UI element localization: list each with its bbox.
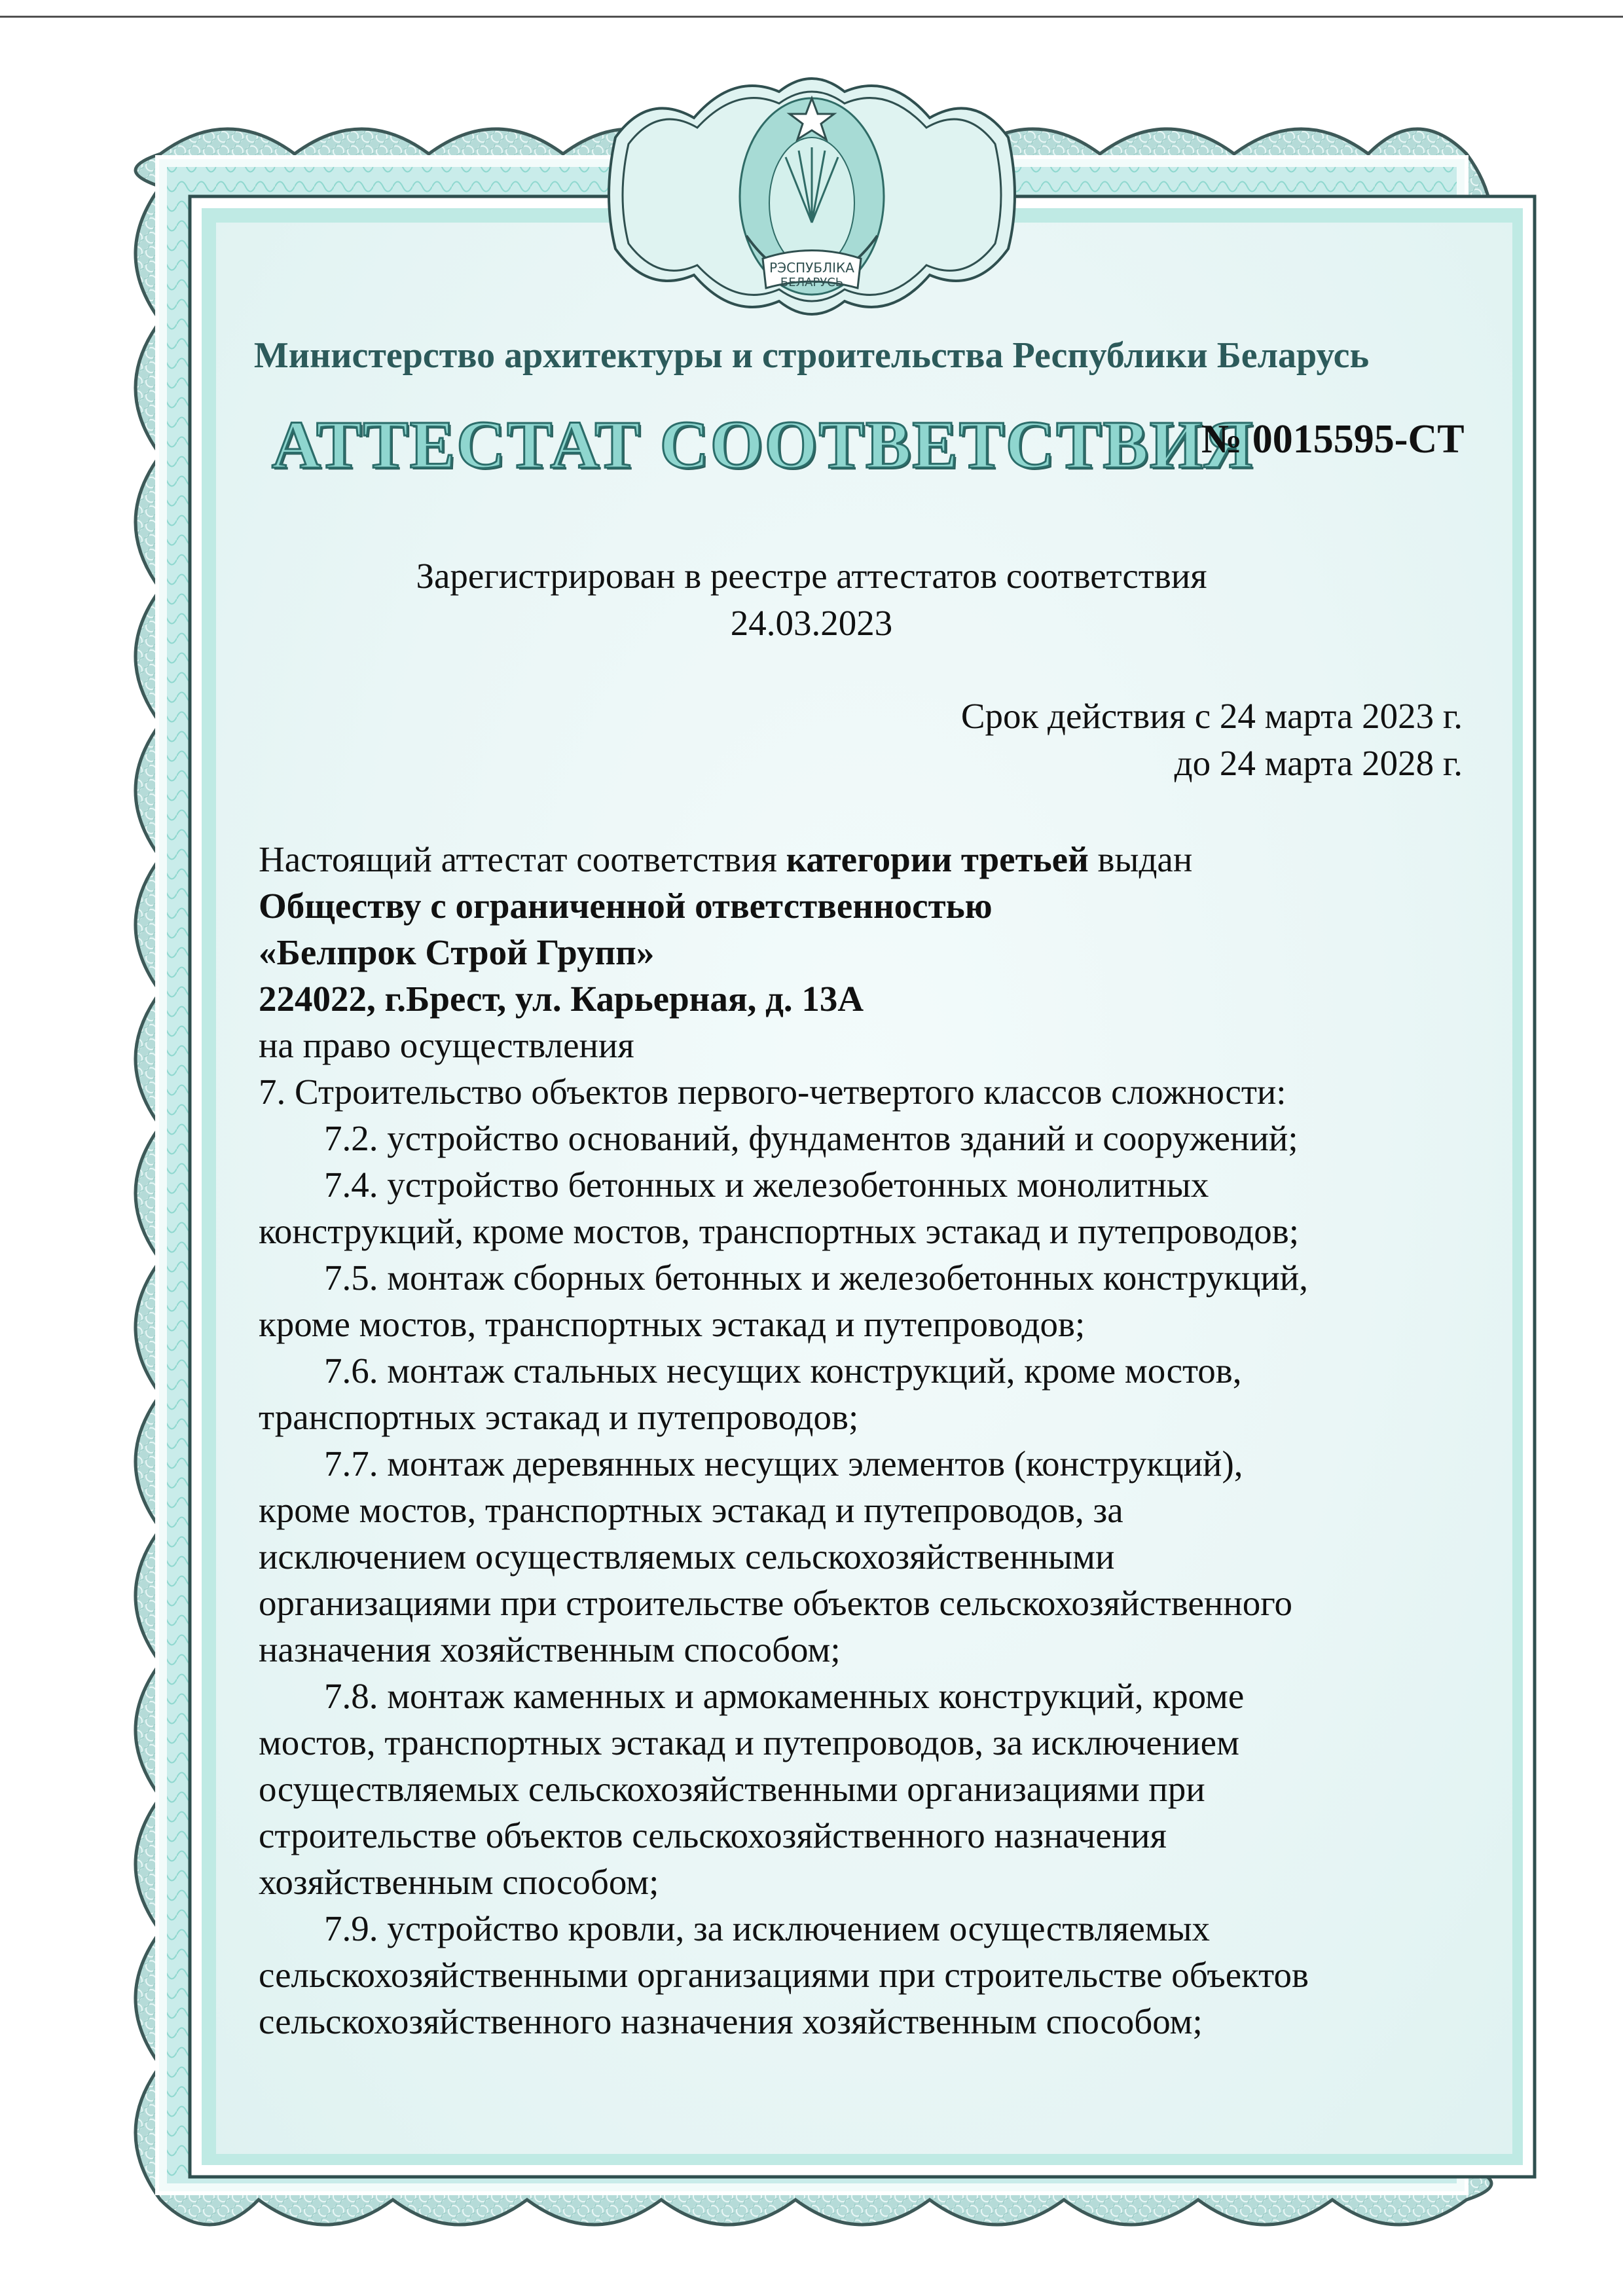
ministry-name: Министерство архитектуры и строительства Республики Беларусь xyxy=(253,335,1370,376)
intro-suffix: выдан xyxy=(1088,839,1193,879)
company-name: «Белпрок Строй Групп» xyxy=(259,932,655,972)
work-item-first-line: 7.5. монтаж сборных бетонных и железобетонных конструкций, xyxy=(324,1258,1308,1298)
emblem-ribbon-bottom: БЕЛАРУСЬ xyxy=(780,276,844,289)
registration-date: 24.03.2023 xyxy=(730,603,893,643)
work-item-continuation: назначения хозяйственным способом; xyxy=(259,1630,841,1669)
work-item-continuation: мостов, транспортных эстакад и путепроводов, за исключением xyxy=(259,1722,1239,1762)
section-heading: 7. Строительство объектов первого-четвертого классов сложности: xyxy=(259,1072,1286,1112)
right-to-label: на право осуществления xyxy=(259,1025,634,1065)
work-item-continuation: кроме мостов, транспортных эстакад и путепроводов; xyxy=(259,1304,1085,1344)
category-label: категории третьей xyxy=(786,839,1089,879)
work-item-first-line: 7.4. устройство бетонных и железобетонных монолитных xyxy=(324,1165,1209,1205)
intro-prefix: Настоящий аттестат соответствия xyxy=(259,839,786,879)
validity-from: Срок действия с 24 марта 2023 г. xyxy=(960,696,1463,736)
work-item-continuation: исключением осуществляемых сельскохозяйственными xyxy=(259,1537,1115,1576)
work-item-continuation: транспортных эстакад и путепроводов; xyxy=(259,1397,859,1437)
work-item-continuation: конструкций, кроме мостов, транспортных эстакад и путепроводов; xyxy=(259,1211,1300,1251)
work-item-continuation: кроме мостов, транспортных эстакад и путепроводов, за xyxy=(259,1490,1123,1530)
work-item-continuation: осуществляемых сельскохозяйственными организациями при xyxy=(259,1769,1205,1809)
work-item-continuation: хозяйственным способом; xyxy=(259,1862,659,1902)
company-type: Обществу с ограниченной ответственностью xyxy=(259,886,993,926)
work-item-first-line: 7.6. монтаж стальных несущих конструкций, кроме мостов, xyxy=(324,1351,1242,1391)
work-item-continuation: строительстве объектов сельскохозяйственного назначения xyxy=(259,1815,1167,1855)
validity-to: до 24 марта 2028 г. xyxy=(1174,743,1463,783)
work-item-continuation: сельскохозяйственного назначения хозяйственным способом; xyxy=(259,2001,1203,2041)
work-item-first-line: 7.2. устройство оснований, фундаментов зданий и сооружений; xyxy=(324,1118,1298,1158)
company-address: 224022, г.Брест, ул. Карьерная, д. 13А xyxy=(259,979,864,1019)
work-item-first-line: 7.8. монтаж каменных и армокаменных конструкций, кроме xyxy=(324,1676,1245,1716)
emblem-ribbon-top: РЭСПУБЛІКА xyxy=(769,260,854,276)
work-item-continuation: сельскохозяйственными организациями при строительстве объектов xyxy=(259,1955,1309,1995)
certificate-title: АТТЕСТАТ СООТВЕТСТВИЯ xyxy=(272,407,1254,483)
certificate-number: № 0015595-СТ xyxy=(1201,417,1465,462)
registration-line: Зарегистрирован в реестре аттестатов соответствия xyxy=(416,556,1207,596)
issuance-statement xyxy=(259,841,1192,877)
work-item-first-line: 7.7. монтаж деревянных несущих элементов (конструкций), xyxy=(324,1444,1243,1484)
work-item-first-line: 7.9. устройство кровли, за исключением осуществляемых xyxy=(324,1908,1211,1948)
work-item-continuation: организациями при строительстве объектов сельскохозяйственного xyxy=(259,1583,1292,1623)
